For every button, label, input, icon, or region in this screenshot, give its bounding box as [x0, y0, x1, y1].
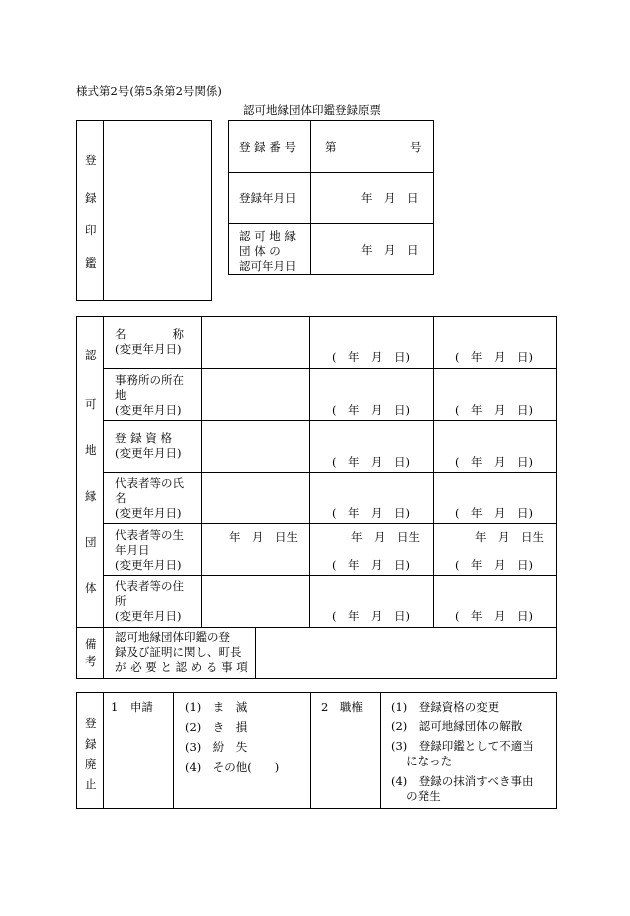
row-label-line: (変更年月日)	[115, 342, 182, 356]
authority-item: (2) 認可地縁団体の解散	[391, 719, 523, 733]
group-info-table	[76, 316, 557, 679]
application-item: (4) その他( )	[185, 760, 280, 774]
registration-box	[228, 120, 434, 275]
birth-date: 年 月 日生	[229, 530, 298, 544]
abolition-side-char: 廃	[85, 757, 97, 771]
application-label: 1 申請	[111, 700, 153, 714]
seal-box	[76, 120, 212, 301]
registration-number-label: 登 録 番 号	[239, 140, 296, 154]
registration-number-prefix: 第	[325, 140, 337, 154]
authority-label: 2 職権	[321, 700, 363, 714]
row-label-line: 代表者等の住	[115, 579, 184, 593]
abolition-side-char: 止	[85, 777, 97, 791]
row-label-line: (変更年月日)	[115, 403, 182, 417]
group-side-char: 体	[85, 581, 97, 595]
group-side-char: 地	[85, 443, 97, 457]
abolition-table	[76, 692, 557, 809]
row-label-line: (変更年月日)	[115, 609, 182, 623]
change-date: ( 年 月 日)	[455, 506, 533, 520]
row-label-line: (変更年月日)	[115, 558, 182, 572]
registration-number-suffix: 号	[410, 140, 422, 154]
change-date: ( 年 月 日)	[332, 558, 410, 572]
group-side-char: 縁	[85, 489, 97, 503]
row-label-line: 年月日	[115, 543, 150, 557]
seal-impression-area	[103, 121, 211, 300]
change-date: ( 年 月 日)	[332, 609, 410, 623]
change-date: ( 年 月 日)	[332, 506, 410, 520]
birth-date: 年 月 日生	[351, 530, 420, 544]
application-item: (3) 紛 失	[185, 740, 248, 754]
seal-label-char: 登	[85, 153, 97, 167]
registration-date-label: 登録年月日	[239, 191, 297, 205]
approval-date-value: 年 月 日	[361, 243, 419, 257]
row-label-line: 名	[115, 491, 127, 505]
authority-item: (4) 登録の抹消すべき事由	[391, 774, 534, 788]
application-item: (2) き 損	[185, 720, 248, 734]
row-label-line: 代表者等の生	[115, 528, 184, 542]
authority-item: (3) 登録印鑑として不適当	[391, 739, 534, 753]
authority-item-cont: の発生	[391, 789, 441, 803]
remarks-label-char: 考	[85, 654, 97, 668]
row-label-line: 地	[115, 388, 127, 402]
change-date: ( 年 月 日)	[455, 609, 533, 623]
change-date: ( 年 月 日)	[455, 455, 533, 469]
remarks-text-line: 録及び証明に関し、町長	[115, 645, 242, 659]
row-label-line: 所	[115, 594, 127, 608]
seal-label-column	[77, 121, 104, 300]
abolition-side-char: 登	[85, 716, 97, 730]
remarks-text-line: 認可地縁団体印鑑の登	[115, 630, 230, 644]
seal-label-char: 印	[85, 223, 97, 237]
form-number: 様式第2号(第5条第2号関係)	[76, 84, 222, 98]
seal-label-char: 録	[85, 191, 97, 205]
change-date: ( 年 月 日)	[455, 350, 533, 364]
authority-item: (1) 登録資格の変更	[391, 700, 500, 714]
change-date: ( 年 月 日)	[332, 403, 410, 417]
birth-date: 年 月 日生	[475, 530, 544, 544]
remarks-text-line: が 必 要 と 認 め る 事 項	[115, 660, 248, 674]
form-title: 認可地縁団体印鑑登録原票	[243, 103, 381, 117]
row-label-line: 事務所の所在	[115, 373, 184, 387]
abolition-side-char: 録	[85, 737, 97, 751]
change-date: ( 年 月 日)	[332, 455, 410, 469]
row-label-line: 代表者等の氏	[115, 476, 184, 490]
authority-item-cont: になった	[391, 754, 453, 768]
remarks-label-char: 備	[85, 637, 97, 651]
approval-date-label-line: 団 体 の	[239, 244, 281, 258]
row-label-line: 登 録 資 格	[115, 431, 172, 445]
row-label-line: (変更年月日)	[115, 506, 182, 520]
approval-date-label-line: 認 可 地 縁	[239, 229, 296, 243]
registration-date-value: 年 月 日	[361, 191, 419, 205]
application-item: (1) ま 滅	[185, 700, 248, 714]
change-date: ( 年 月 日)	[455, 403, 533, 417]
group-side-char: 可	[85, 397, 97, 411]
change-date: ( 年 月 日)	[332, 350, 410, 364]
approval-date-label-line: 認可年月日	[239, 259, 297, 273]
group-side-char: 認	[85, 348, 97, 362]
row-label-line: 名 称	[115, 327, 184, 341]
group-side-char: 団	[85, 535, 97, 549]
row-label-line: (変更年月日)	[115, 446, 182, 460]
seal-label-char: 鑑	[85, 256, 97, 270]
change-date: ( 年 月 日)	[455, 558, 533, 572]
